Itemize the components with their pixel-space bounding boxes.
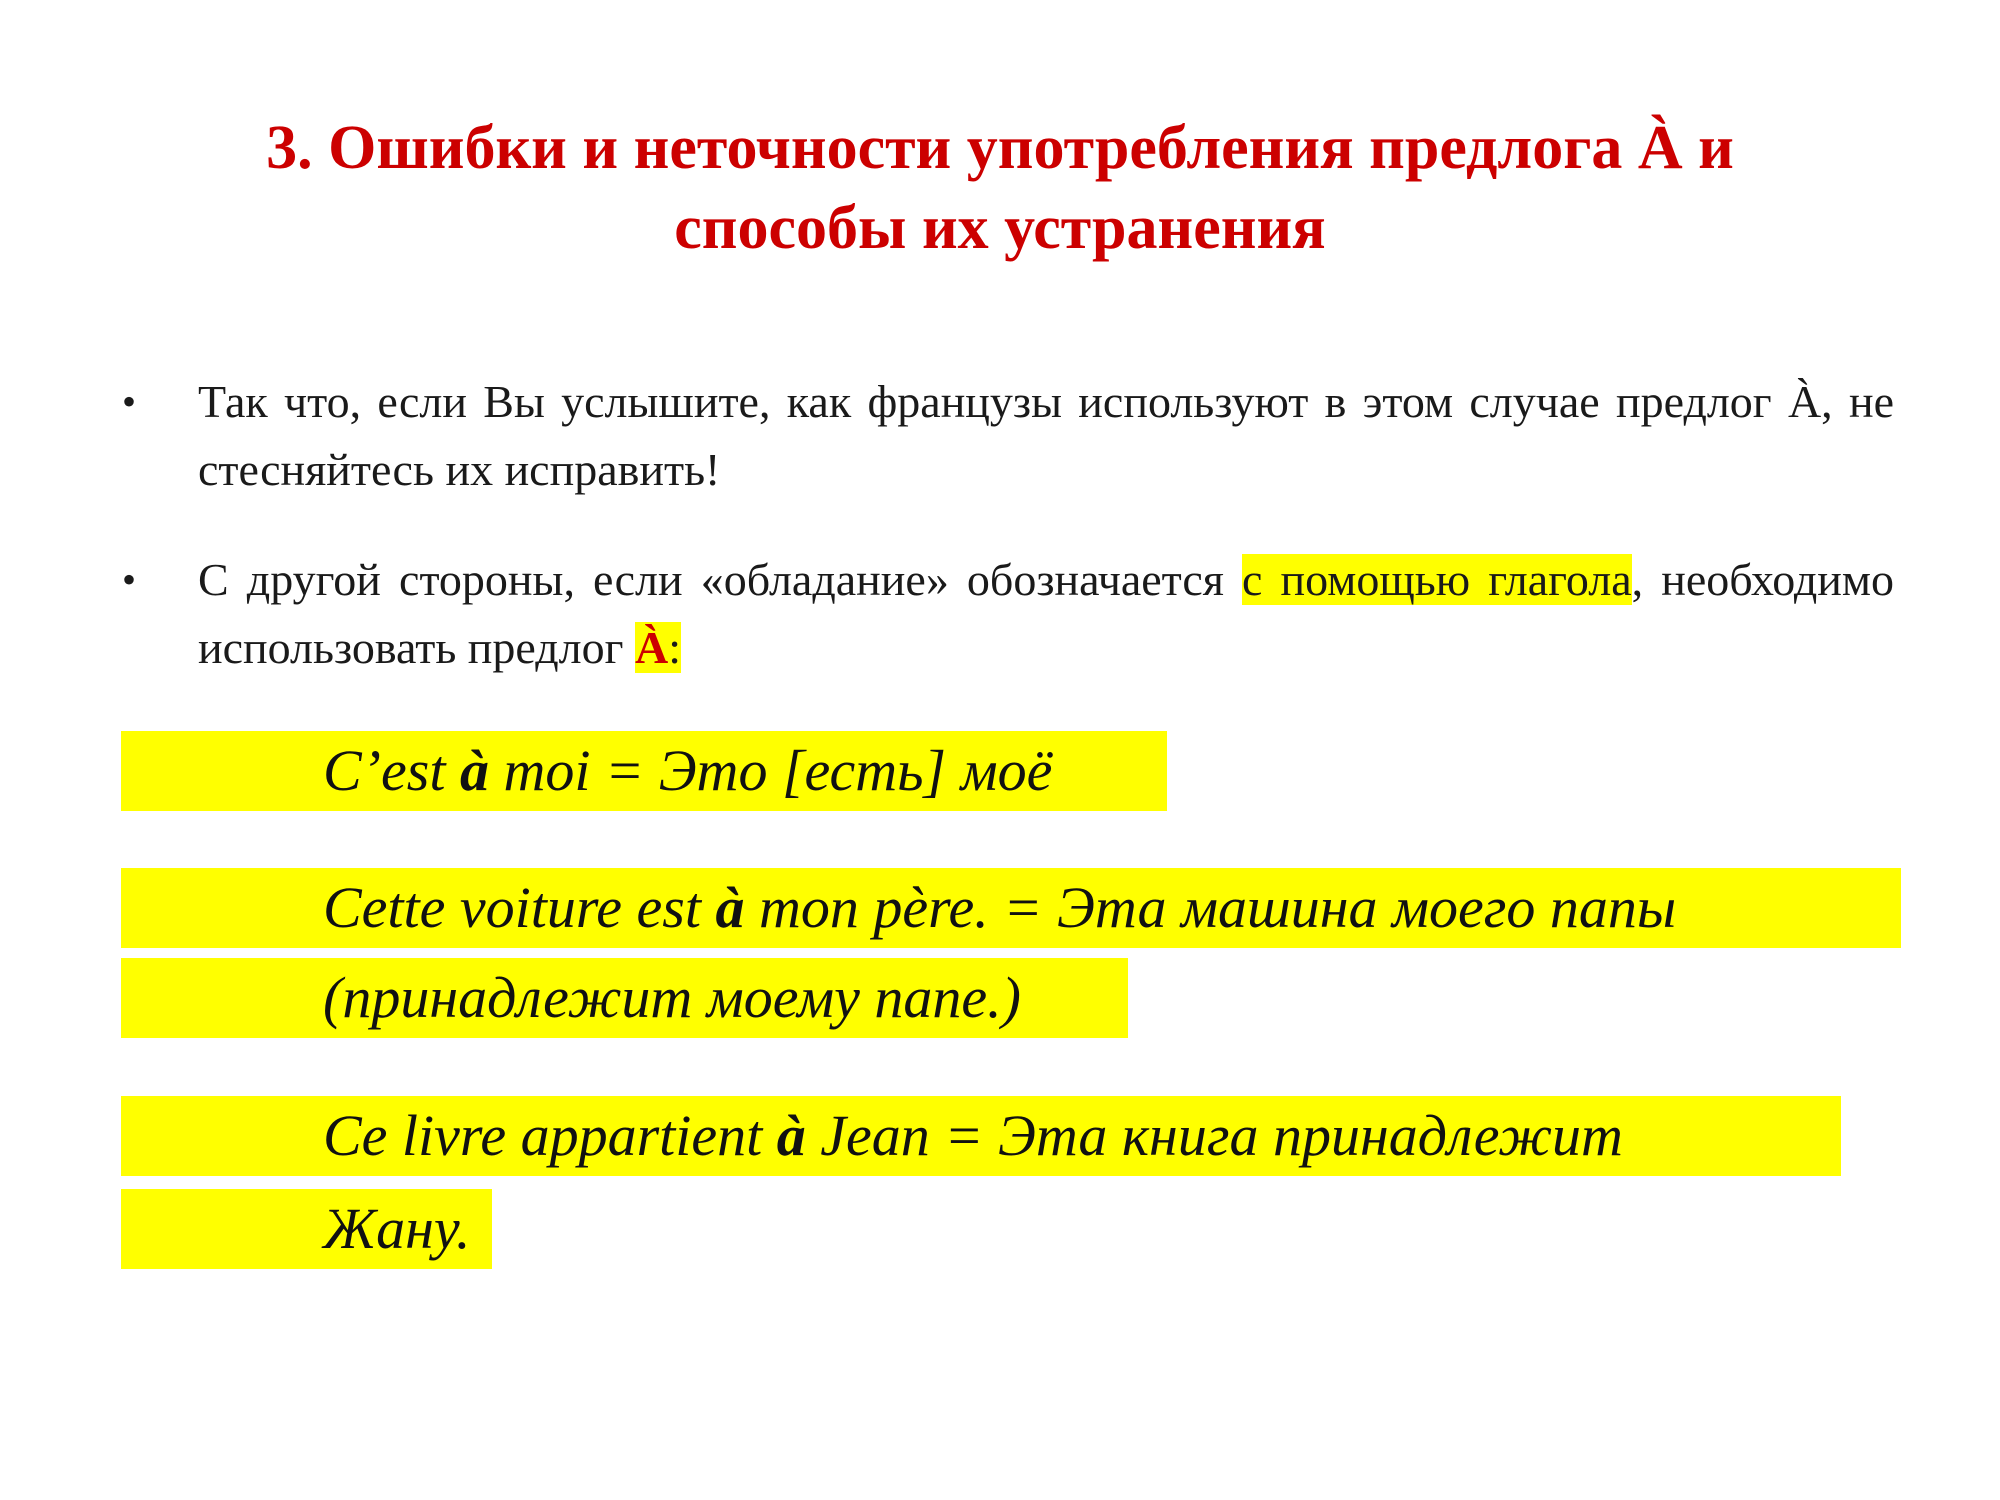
slide-title (100, 108, 1900, 268)
bullet-text-2 (198, 546, 1894, 682)
example-2-line-2-pre: (принадлежит моему папе.) (323, 965, 1021, 1030)
example-1-line-1-pre: C’est (323, 738, 460, 803)
preposition-accent: À (634, 622, 669, 673)
bullet-item-2 (0, 546, 2000, 686)
example-2-line-1-pre: Cette voiture est (323, 875, 716, 940)
example-3-line-1-post: Jean = Эта книга принадлежит (805, 1103, 1623, 1168)
example-1-line-1 (323, 731, 1052, 811)
example-3-line-1 (323, 1096, 1623, 1176)
bullet-dot-2: • (122, 557, 137, 602)
example-2-line-2 (323, 958, 1021, 1038)
bullet-dot-1: • (122, 379, 137, 424)
bullet-2-text-end: : (668, 622, 681, 673)
bullet-2-text-before: С другой стороны, если «обладание» обозначается (198, 554, 1243, 605)
highlighted-phrase: с помощью глагола (1242, 554, 1632, 605)
example-3-line-2-pre: Жану. (323, 1196, 471, 1261)
title-line-2: способы их устранения (674, 194, 1326, 262)
bullet-item-1 (0, 368, 2000, 508)
example-1-line-1-post: moi = Это [есть] моё (488, 738, 1053, 803)
example-1-line-1-bold: à (459, 738, 489, 803)
example-3-line-2 (323, 1189, 471, 1269)
bullet-text-1: Так что, если Вы услышите, как французы используют в этом случае предлог À, не стесняйтесь их исправить! (198, 376, 1894, 495)
example-2-line-1-bold: à (715, 875, 745, 940)
title-line-1: 3. Ошибки и неточности употребления предлога À и (266, 114, 1734, 182)
example-2-line-1 (323, 868, 1676, 948)
bullet-2-text-middle: , необходимо использовать предлог (198, 554, 1894, 673)
example-2-line-1-post: mon père. = Эта машина моего папы (744, 875, 1677, 940)
example-3-line-1-bold: à (776, 1103, 806, 1168)
example-3-line-1-pre: Ce livre appartient (323, 1103, 777, 1168)
